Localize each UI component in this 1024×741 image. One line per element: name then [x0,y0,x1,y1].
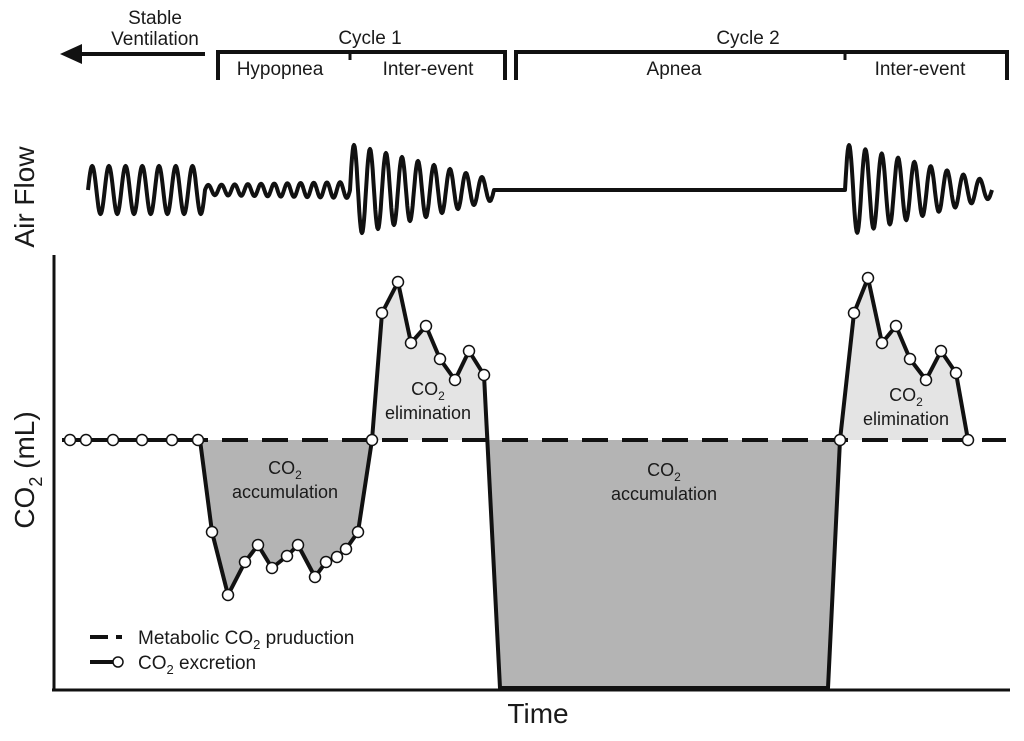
excretion-marker [353,527,364,538]
excretion-marker [321,557,332,568]
excretion-marker [891,321,902,332]
excretion-marker [863,273,874,284]
legend-metabolic-entry [90,628,354,652]
time-axis-label: Time [507,698,569,729]
excretion-marker [479,370,490,381]
excretion-marker [240,557,251,568]
excretion-marker [849,308,860,319]
excretion-marker [253,540,264,551]
excretion-marker [332,552,343,563]
excretion-marker [167,435,178,446]
excretion-marker [905,354,916,365]
excretion-marker [293,540,304,551]
excretion-marker [267,563,278,574]
legend [90,628,354,677]
excretion-marker [310,572,321,583]
excretion-marker [877,338,888,349]
excretion-marker [223,590,234,601]
excretion-marker [108,435,119,446]
accumulation-label-2-line2: accumulation [610,484,718,504]
legend-excretion-entry [90,653,256,677]
stable-ventilation-indicator [60,8,205,64]
elimination-label-1: $CO_2$ [411,379,445,403]
excretion-marker [282,551,293,562]
elimination-label-1-line2: elimination [384,403,472,423]
legend-metabolic-label: Metabolic $CO_2$ pruduction [138,628,355,652]
accumulation-label-2: $CO_2$ [647,460,681,484]
cycle-2-label: Cycle 2 [716,28,780,49]
excretion-marker [421,321,432,332]
inter-event-label-2: Inter-event [874,59,966,80]
excretion-marker [137,435,148,446]
excretion-marker [936,346,947,357]
elimination-label-2: $CO_2$ [889,385,923,409]
arrow-head-icon [60,44,82,64]
excretion-marker [435,354,446,365]
excretion-marker [207,527,218,538]
accumulation-label-1-line2: accumulation [231,482,339,502]
airflow-axis-label: Air Flow [9,146,40,248]
co2-axis-label: $CO_2$ (mL) [9,411,46,529]
excretion-marker [367,435,378,446]
cycle-2-bracket [516,28,1007,80]
cycle-1-label: Cycle 1 [338,28,402,49]
excretion-marker [341,544,352,555]
accumulation-label-1: $CO_2$ [268,458,302,482]
co2-plot [52,255,1010,691]
excretion-marker [393,277,404,288]
legend-excretion-label: $CO_2$ excretion [138,653,257,677]
apnea-label: Apnea [646,59,702,80]
excretion-marker [406,338,417,349]
excretion-marker [81,435,92,446]
excretion-marker [65,435,76,446]
stable-label: Stable [128,8,182,29]
excretion-marker [835,435,846,446]
excretion-marker [951,368,962,379]
elimination-label-2-line2: elimination [862,409,950,429]
ventilation-label: Ventilation [111,29,199,50]
excretion-marker [193,435,204,446]
excretion-marker [450,375,461,386]
excretion-marker [464,346,475,357]
excretion-marker [377,308,388,319]
airflow-trace [88,145,992,233]
excretion-marker [963,435,974,446]
inter-event-label-1: Inter-event [382,59,474,80]
legend-marker-icon [113,657,123,667]
hypopnea-label: Hypopnea [236,59,324,80]
cycle-1-bracket [218,28,505,80]
excretion-marker [921,375,932,386]
